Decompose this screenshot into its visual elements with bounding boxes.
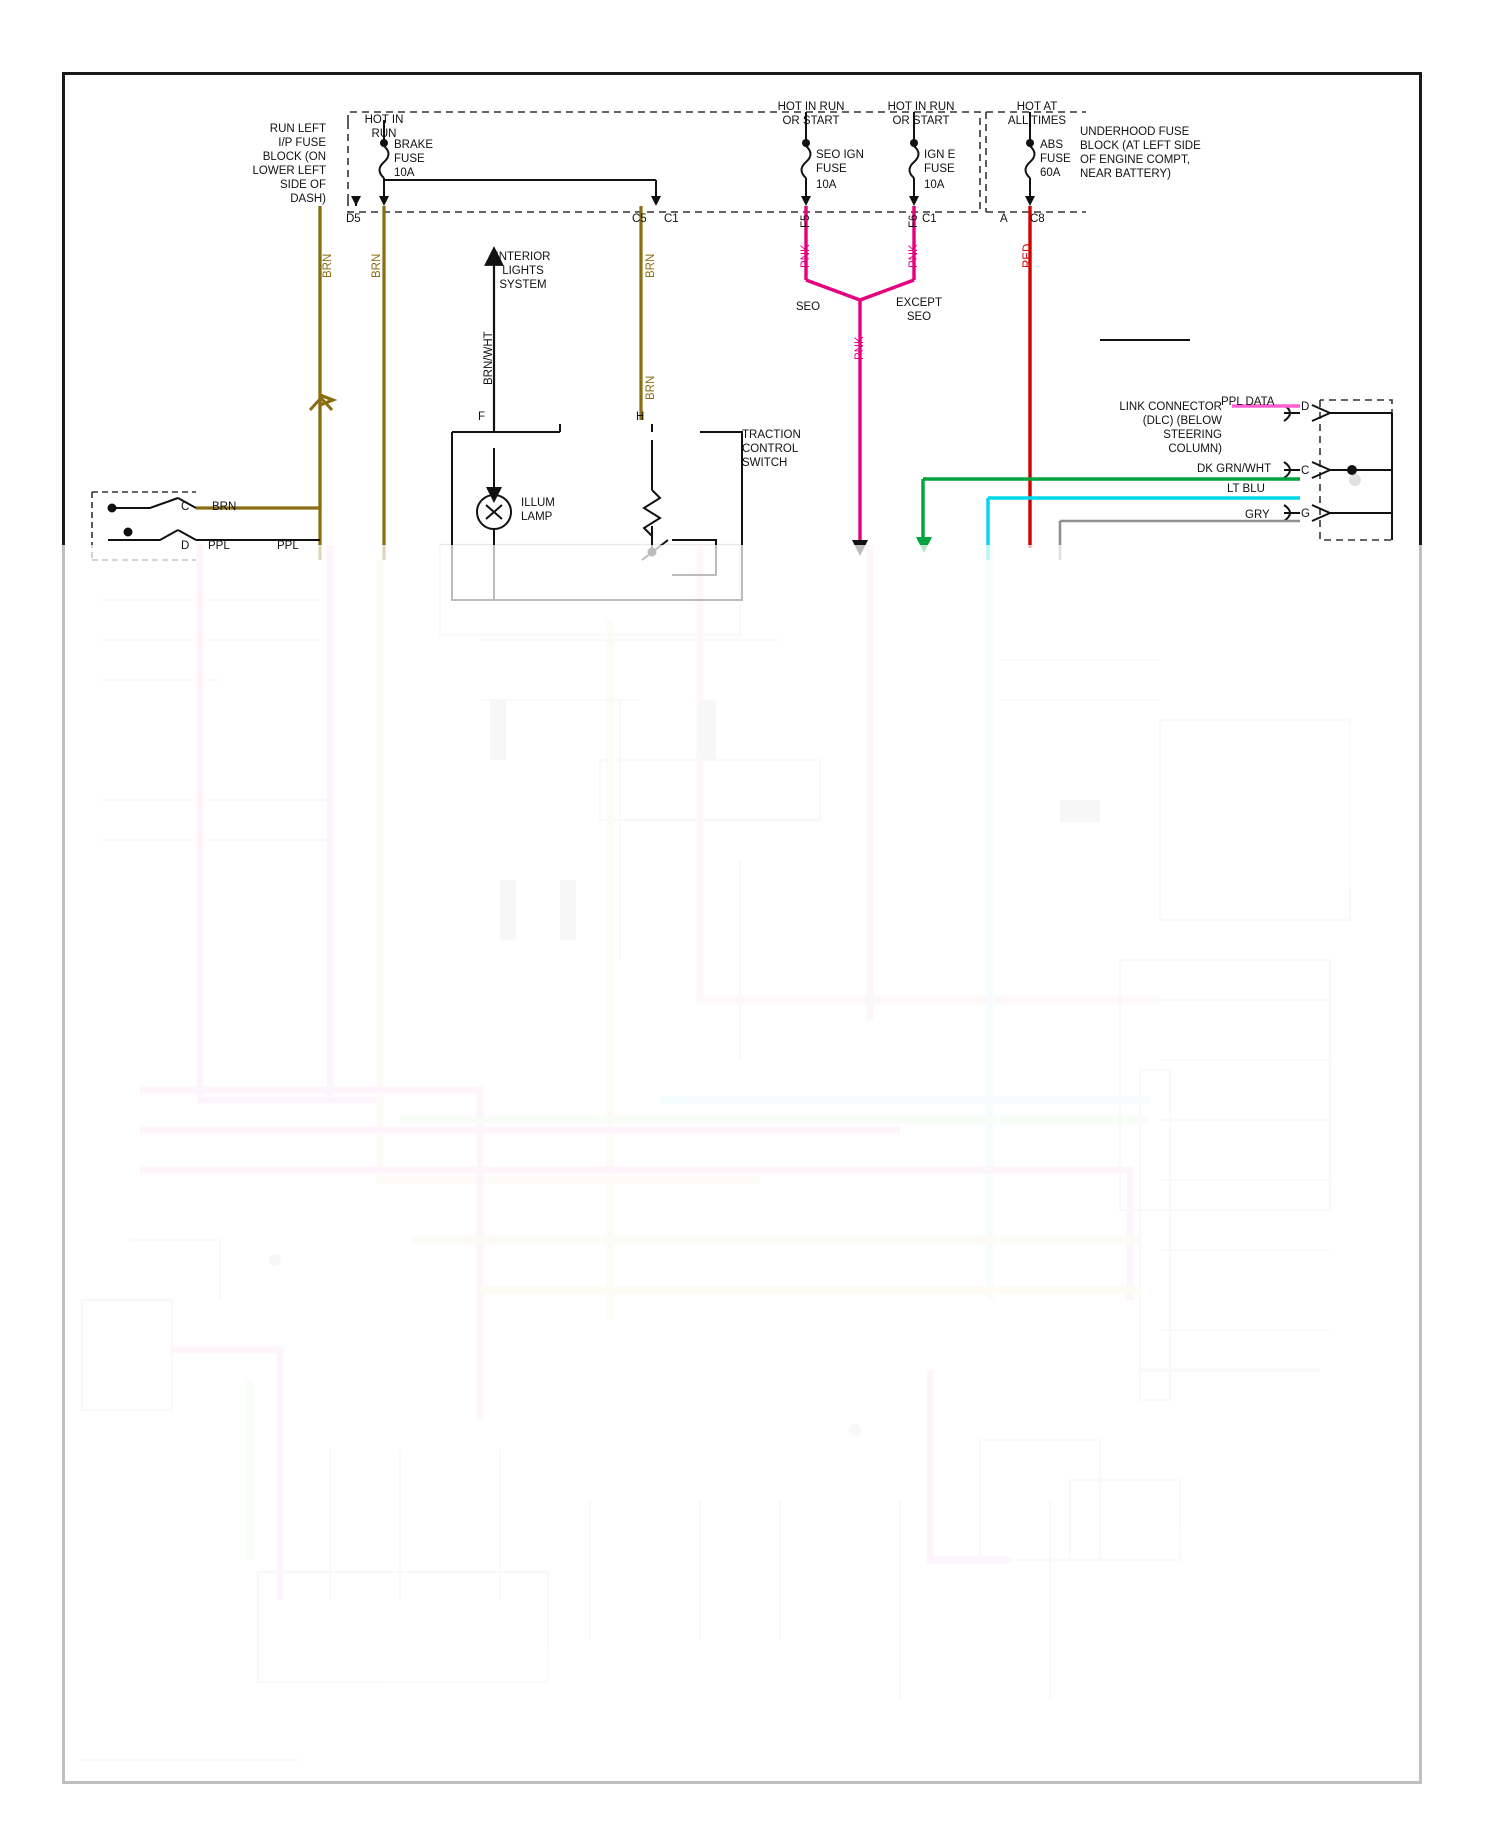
component-illum-lamp: ILLUM LAMP: [521, 497, 555, 524]
dlc-pin-d: D: [1301, 401, 1310, 413]
wire-label-brn-2: BRN: [371, 253, 383, 278]
tcs-pin-h: H: [636, 411, 645, 423]
tcs-pin-f: F: [478, 411, 486, 423]
wire-label-ppl-2: PPL: [277, 540, 299, 552]
switch-pin-c: C: [181, 501, 190, 513]
wire-label-ppl-data: PPL DATA: [1221, 396, 1275, 408]
seo-ign-fuse-rating: 10A: [816, 179, 837, 191]
switch-pin-d: D: [181, 540, 190, 552]
pin-c5: C5: [632, 213, 647, 225]
wire-label-brn-1: BRN: [322, 253, 334, 278]
ign-e-fuse-rating: 10A: [924, 179, 945, 191]
component-interior-lights-system: INTERIOR LIGHTS SYSTEM: [495, 251, 551, 292]
seo-ign-fuse-label: SEO IGN FUSE: [816, 149, 864, 176]
abs-fuse-rating: 60A: [1040, 167, 1061, 179]
wire-label-pnk-2: PNK: [908, 244, 920, 268]
brake-fuse-label: BRAKE FUSE: [394, 139, 433, 166]
dlc-pin-c: C: [1301, 465, 1310, 477]
pin-d5: D5: [346, 213, 361, 225]
pin-c1-right: C1: [922, 213, 937, 225]
wire-label-brn-wht: BRN/WHT: [483, 331, 495, 385]
faded-region-overlay: [62, 545, 1422, 1785]
wire-label-brn-switch: BRN: [212, 501, 237, 513]
wire-label-red: RED: [1022, 243, 1034, 268]
ign-e-fuse-label: IGN E FUSE: [924, 149, 956, 176]
pin-a: A: [1000, 213, 1008, 225]
power-label-hot-in-run-or-start-2: HOT IN RUN OR START: [887, 101, 955, 128]
wire-label-pnk-3: PNK: [854, 336, 866, 360]
wire-label-gry: GRY: [1245, 509, 1270, 521]
power-label-hot-at-all-times: HOT AT ALL TIMES: [1007, 101, 1067, 128]
component-traction-control-switch: TRACTION CONTROL SWITCH: [742, 429, 801, 470]
wire-label-pnk-1: PNK: [800, 244, 812, 268]
pin-c8: C8: [1030, 213, 1045, 225]
branch-label-seo: SEO: [795, 301, 821, 313]
pin-c1-left: C1: [664, 213, 679, 225]
wire-label-brn-4: BRN: [645, 375, 657, 400]
left-ip-fuse-block-note: RUN LEFT I/P FUSE BLOCK (ON LOWER LEFT SIDE OF DASH): [252, 123, 326, 206]
wire-label-dk-grn-wht: DK GRN/WHT: [1197, 463, 1272, 475]
power-label-hot-in-run: HOT IN RUN: [364, 114, 404, 141]
pin-f5: F5: [800, 214, 812, 228]
underhood-fuse-block-note: UNDERHOOD FUSE BLOCK (AT LEFT SIDE OF ENGINE COMPT, NEAR BATTERY): [1080, 126, 1201, 181]
branch-label-except-seo: EXCEPT SEO: [895, 297, 942, 324]
wire-label-ppl-1: PPL: [208, 540, 230, 552]
wire-label-lt-blu: LT BLU: [1227, 483, 1265, 495]
abs-fuse-label: ABS FUSE: [1040, 139, 1071, 166]
wire-label-brn-3: BRN: [645, 253, 657, 278]
power-label-hot-in-run-or-start-1: HOT IN RUN OR START: [777, 101, 845, 128]
component-data-link-connector: LINK CONNECTOR (DLC) (BELOW STEERING COLUMN): [1119, 401, 1222, 456]
pin-f6: F6: [908, 214, 920, 228]
brake-fuse-rating: 10A: [394, 167, 415, 179]
dlc-pin-g: G: [1301, 508, 1310, 520]
